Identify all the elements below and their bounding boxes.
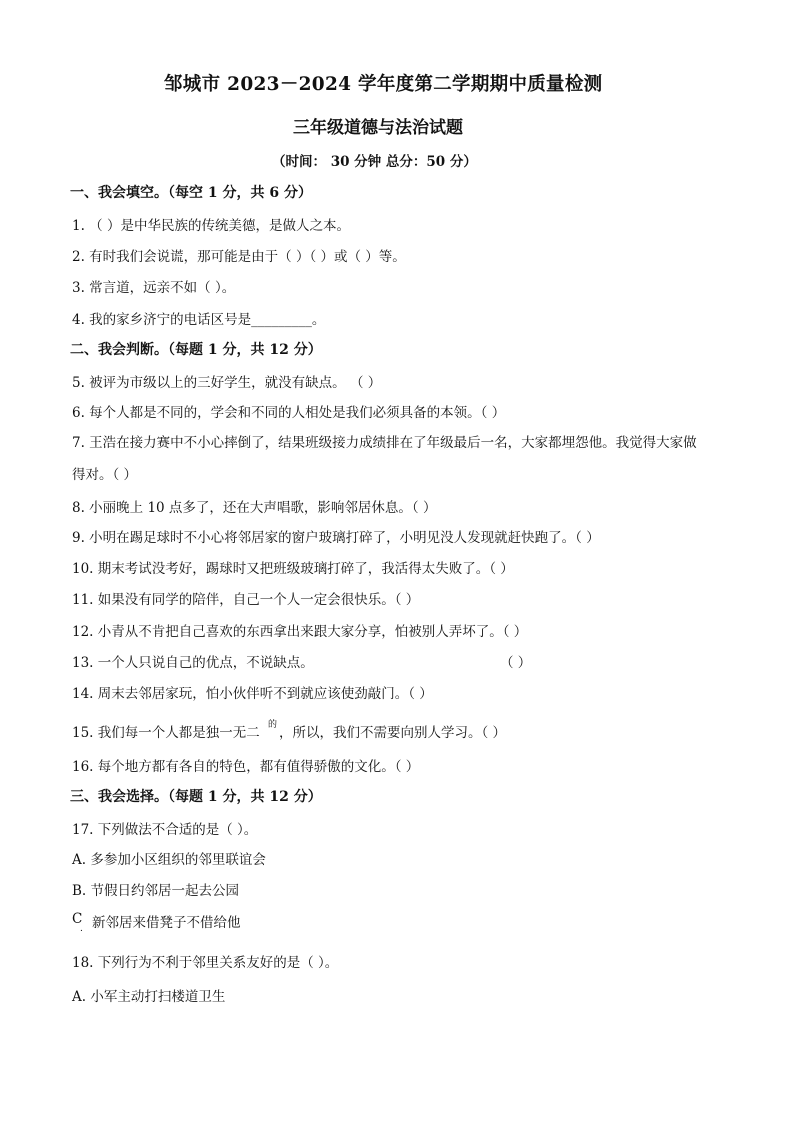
question-11: 11. 如果没有同学的陪伴，自己一个人一定会很快乐。（ ） xyxy=(72,592,420,608)
page-subtitle: 三年级道德与法治试题 xyxy=(293,118,463,138)
section-heading-fill: 一、我会填空。（每空 1 分，共 6 分） xyxy=(70,185,312,201)
question-6: 6. 每个人都是不同的，学会和不同的人相处是我们必须具备的本领。（ ） xyxy=(72,405,506,421)
question-17-option-c-letter: C xyxy=(72,911,83,927)
question-3: 3. 常言道，远亲不如（ ）。 xyxy=(72,280,236,296)
question-15-char: 的 xyxy=(268,720,278,730)
exam-meta: （时间： 30 分钟 总分：50 分） xyxy=(272,154,477,170)
question-7-line-2: 得对。（ ） xyxy=(72,467,138,483)
question-17-option-b: B. 节假日约邻居一起去公园 xyxy=(72,883,240,899)
section-heading-choice: 三、我会选择。（每题 1 分，共 12 分） xyxy=(70,789,322,805)
question-13: 13. 一个人只说自己的优点，不说缺点。 xyxy=(72,655,314,671)
question-14: 14. 周末去邻居家玩，怕小伙伴听不到就应该使劲敲门。（ ） xyxy=(72,686,433,702)
question-12: 12. 小青从不肯把自己喜欢的东西拿出来跟大家分享，怕被别人弄坏了。（ ） xyxy=(72,624,528,640)
question-17-option-c-dot: . xyxy=(80,924,83,934)
question-16: 16. 每个地方都有各自的特色，都有值得骄傲的文化。（ ） xyxy=(72,759,420,775)
question-4: 4. 我的家乡济宁的电话区号是_________。 xyxy=(72,312,326,328)
question-17-option-a: A. 多参加小区组织的邻里联谊会 xyxy=(72,852,266,868)
question-18: 18. 下列行为不利于邻里关系友好的是（ ）。 xyxy=(72,955,339,971)
question-2: 2. 有时我们会说谎，那可能是由于（ ）（ ）或（ ）等。 xyxy=(72,249,406,265)
question-10: 10. 期末考试没考好，踢球时又把班级玻璃打碎了，我活得太失败了。（ ） xyxy=(72,561,514,577)
section-heading-judge: 二、我会判断。（每题 1 分，共 12 分） xyxy=(70,342,322,358)
question-15-part-2: ，所以，我们不需要向别人学习。（ ） xyxy=(279,725,507,741)
question-18-option-a: A. 小军主动打扫楼道卫生 xyxy=(72,989,226,1005)
question-15-part-1: 15. 我们每一个人都是独一无二 xyxy=(72,725,260,741)
question-5: 5. 被评为市级以上的三好学生，就没有缺点。 （ ） xyxy=(72,375,382,391)
page-title: 邹城市 2023－2024 学年度第二学期期中质量检测 xyxy=(164,74,603,95)
question-17-option-c: 新邻居来借凳子不借给他 xyxy=(92,915,241,931)
question-8: 8. 小丽晚上 10 点多了，还在大声唱歌，影响邻居休息。（ ） xyxy=(72,500,437,516)
question-13-answer-blank: （ ） xyxy=(500,655,532,671)
question-17: 17. 下列做法不合适的是（ ）。 xyxy=(72,822,258,838)
question-9: 9. 小明在踢足球时不小心将邻居家的窗户玻璃打碎了，小明见没人发现就赶快跑了。（ ） xyxy=(72,530,600,546)
question-7-line-1: 7. 王浩在接力赛中不小心摔倒了，结果班级接力成绩排在了年级最后一名，大家都埋怨他。我觉得大家做 xyxy=(72,435,697,451)
question-1: 1. （ ）是中华民族的传统美德，是做人之本。 xyxy=(72,218,350,234)
